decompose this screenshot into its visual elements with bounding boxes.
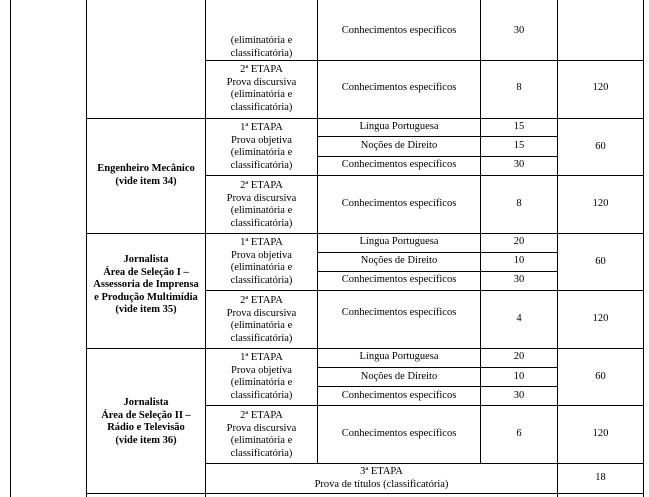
discipline-cell: Língua Portuguesa (359, 121, 439, 132)
row-border (86, 348, 644, 349)
discipline-cell: Língua Portuguesa (359, 236, 439, 247)
col-border (557, 0, 558, 497)
points-cell: 60 (595, 256, 606, 267)
questions-cell: 20 (513, 236, 525, 247)
points-cell: 60 (595, 371, 606, 382)
discipline-cell: Conhecimentos específicos (341, 159, 457, 170)
discipline-cell: Língua Portuguesa (359, 351, 439, 362)
discipline-cell: Noções de Direito (360, 255, 438, 266)
row-border (317, 252, 558, 253)
questions-cell: 8 (516, 198, 522, 209)
row-border (86, 493, 644, 494)
points-cell: 120 (592, 313, 609, 324)
discipline-cell: Conhecimentos específicos (341, 428, 457, 439)
points-cell: 120 (592, 428, 609, 439)
points-cell: 120 (592, 198, 609, 209)
discipline-cell: Conhecimentos específicos (341, 25, 457, 36)
row-border (205, 405, 644, 406)
discipline-cell: Conhecimentos específicos (341, 390, 457, 401)
row-border (205, 290, 644, 291)
discipline-cell: Conhecimentos específicos (341, 307, 457, 318)
etapa-cell: 1ª ETAPA Prova objetiva (eliminatória e classificatória) (230, 122, 293, 171)
questions-cell: 6 (516, 428, 522, 439)
etapa-cell: 2ª ETAPA Prova discursiva (eliminatória e classificatória) (226, 180, 297, 229)
questions-cell: 15 (513, 140, 525, 151)
etapa-cell: 3ª ETAPA Prova de títulos (classificatória) (314, 466, 449, 490)
row-border (86, 233, 644, 234)
etapa-cell: 2ª ETAPA Prova discursiva (eliminatória e classificatória) (226, 295, 297, 344)
row-border (317, 386, 558, 387)
row-border (205, 175, 644, 176)
questions-cell: 20 (513, 351, 525, 362)
questions-cell: 30 (513, 25, 525, 36)
row-border (317, 156, 558, 157)
etapa-cell: 2ª ETAPA Prova discursiva (eliminatória e classificatória) (226, 64, 297, 113)
points-cell: 120 (592, 82, 609, 93)
points-cell: 18 (595, 472, 606, 483)
questions-cell: 10 (513, 255, 525, 266)
points-cell: 60 (595, 141, 606, 152)
etapa-cell: (eliminatória e classificatória) (230, 35, 293, 59)
questions-cell: 30 (513, 159, 525, 170)
discipline-cell: Conhecimentos específicos (341, 82, 457, 93)
row-border (86, 118, 644, 119)
questions-cell: 10 (513, 371, 525, 382)
col-border (10, 0, 11, 497)
discipline-cell: Conhecimentos específicos (341, 198, 457, 209)
etapa-cell: 1ª ETAPA Prova objetiva (eliminatória e classificatória) (230, 352, 293, 401)
col-border (643, 0, 644, 497)
discipline-cell: Noções de Direito (360, 140, 438, 151)
etapa-cell: 2ª ETAPA Prova discursiva (eliminatória e classificatória) (226, 410, 297, 459)
row-border (317, 367, 558, 368)
etapa-cell: 1ª ETAPA Prova objetiva (eliminatória e classificatória) (230, 237, 293, 286)
row-border (317, 271, 558, 272)
row-border (205, 463, 644, 464)
row-border (205, 60, 644, 61)
cargo-cell: Jornalista Área de Seleção I – Assessoria de Imprensa e Produção Multimídia (vide item 35) (93, 254, 199, 315)
row-border (317, 136, 558, 137)
questions-cell: 15 (513, 121, 525, 132)
cargo-cell: Engenheiro Mecânico (vide item 34) (97, 163, 195, 187)
questions-cell: 30 (513, 274, 525, 285)
questions-cell: 8 (516, 82, 522, 93)
cargo-cell: Jornalista Área de Seleção II – Rádio e Televisão (vide item 36) (101, 397, 191, 446)
discipline-cell: Conhecimentos específicos (341, 274, 457, 285)
discipline-cell: Noções de Direito (360, 371, 438, 382)
questions-cell: 30 (513, 390, 525, 401)
questions-cell: 4 (516, 313, 522, 324)
